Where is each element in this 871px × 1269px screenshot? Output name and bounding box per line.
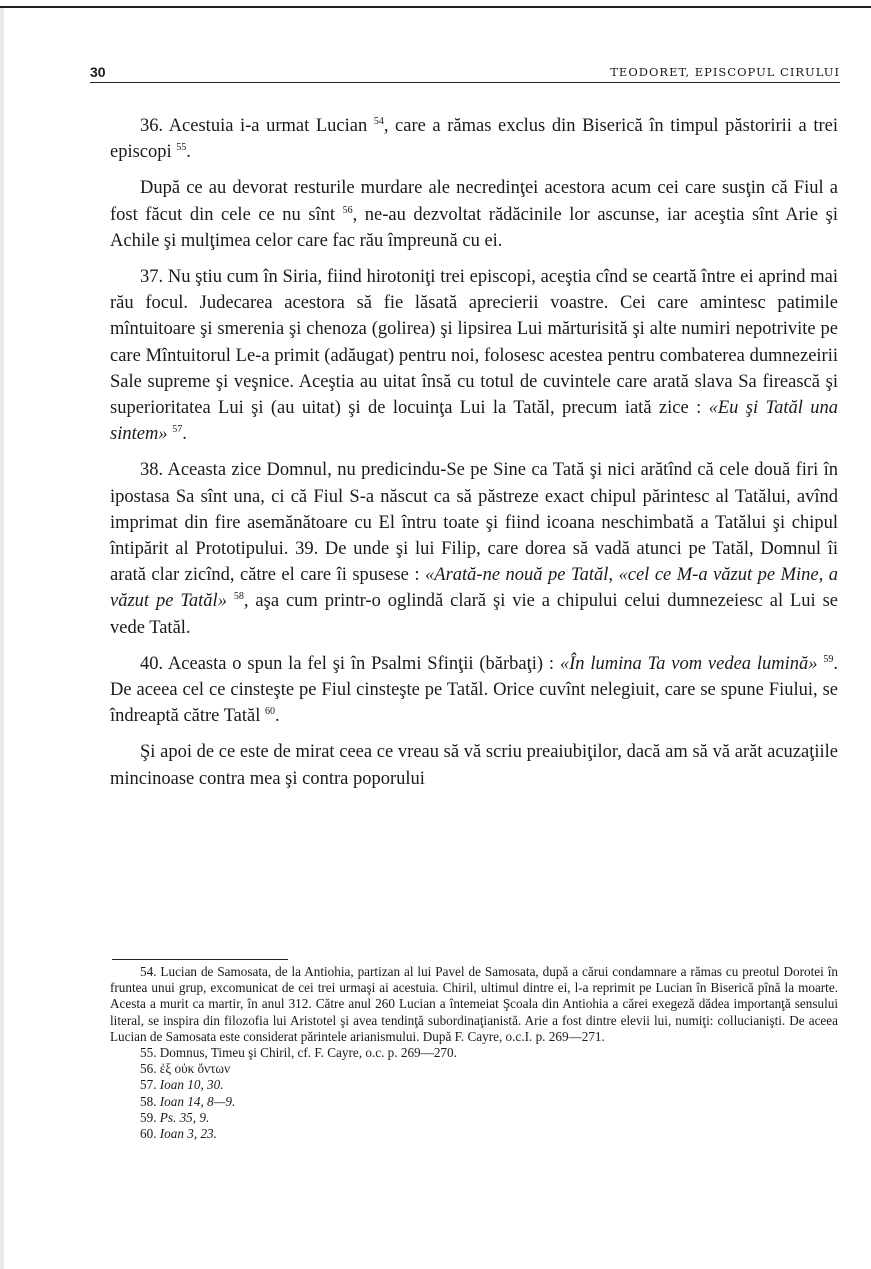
footnote-separator xyxy=(112,959,288,960)
paragraph-40: 40. Aceasta o spun la fel şi în Psalmi Sfinţii (bărbaţi) : «În lumina Ta vom vedea lumină» $^{59}$. De aceea cel ce cinsteşte pe Fiul cinsteşte pe Tatăl. Orice cuvînt nelegiuit, care se spune Fiului, se îndreaptă către Tatăl $^{60}$. xyxy=(110,653,838,727)
footnote-60: 60. Ioan 3, 23. xyxy=(140,1126,217,1142)
paragraph-37: 37. Nu ştiu cum în Siria, fiind hirotoniţi trei episcopi, aceştia cînd se ceartă între ei aprind mai rău focul. Judecarea acestora să fie lăsată aprecierii voastre. Cei care amintesc patimile mîntuitoare şi smerenia şi chenoza (golirea) şi lipsirea Lui mărturisită şi alte numiri nepotrivite pe care Mîntuitorul Le-a primit (adăugat) pentru noi, folosesc acestea pentru combaterea dumnezeirii Sale supreme şi veşnice. Aceştia au uitat însă cu totul de cuvintele care arată slava Sa firească şi superioritatea Lui şi (au uitat) şi de locuinţa Lui la Tatăl, precum iată zice : «Eu şi Tatăl una sintem» $^{57}$. xyxy=(110,267,838,445)
page-number: 30 xyxy=(90,64,106,80)
body-text xyxy=(110,113,838,802)
footnote-56: 56. ἐξ οὐκ ὄντων xyxy=(140,1061,231,1077)
paragraph-38-39: 38. Aceasta zice Domnul, nu predicindu-Se pe Sine ca Tată şi nici arătînd că cele două firi în ipostasa Sa sînt una, ci că Fiul S-a născut ca să păstreze exact chipul părintesc al Tatălui, avînd imprimat din fire asemănătoare cu El întru toate şi fiind icoana neschimbată a Tatălui şi chipul întipărit al Prototipului. 39. De unde şi lui Filip, care dorea să vadă atunci pe Tatăl, Domnul îi arată clar zicînd, către el care îi spusese : «Arată-ne nouă pe Tatăl, «cel ce M-a văzut pe Mine, a văzut pe Tatăl» $^{58}$, aşa cum printr-o oglindă clară şi vie a chipului celui dumnezeiesc al Lui se vede Tatăl. xyxy=(110,460,839,638)
paragraph-closing: Şi apoi de ce este de mirat ceea ce vreau să vă scriu preaiubiţilor, dacă am să vă arăt acuzaţiile mincinoase contra mea şi contra poporului xyxy=(110,742,838,789)
footnote-59: 59. Ps. 35, 9. xyxy=(140,1109,210,1125)
footnotes xyxy=(110,964,838,1142)
footnote-54: 54. Lucian de Samosata, de la Antiohia, partizan al lui Pavel de Samosata, după a cărui condamnare a rămas cu preotul Dorotei în fruntea unui grup, excomunicat de cei trei urmaşi ai acestuia. Chiril, ultimul dintre ei, l-a reprimit pe Lucian în Biserică pînă la moarte. Acesta a murit ca martir, în anul 312. Către anul 260 Lucian a întemeiat Şcoala din Antiohia a cărei exegeză dădea importanţă sensului literal, se inspira din filozofia lui Aristotel şi avea tendinţă subordinaţianistă. Arie a fost dintre elevii lui, numiţi: collucianişti. De aceea Lucian de Samosata este considerat părintele arianismului. După F. Cayre, o.c.I. p. 269—271. xyxy=(110,964,838,1044)
paragraph-arians: După ce au devorat resturile murdare ale necredinţei acestora acum cei care susţin că Fiul a fost făcut din cele ce nu sînt $^{56}$, ne-au dezvoltat rădăcinile lor ascunse, iar aceştia sînt Arie şi Achile şi mulţimea celor care fac rău împreună cu ei. xyxy=(110,178,838,251)
footnote-57: 57. Ioan 10, 30. xyxy=(140,1077,224,1093)
running-title: TEODORET, EPISCOPUL CIRULUI xyxy=(610,65,840,79)
footnote-55: 55. Domnus, Timeu şi Chiril, cf. F. Cayre, o.c. p. 269—270. xyxy=(140,1045,457,1061)
footnote-58: 58. Ioan 14, 8—9. xyxy=(140,1093,236,1109)
scan-edge-shadow xyxy=(0,6,4,1269)
page-top-border xyxy=(0,6,871,8)
running-header xyxy=(90,64,840,83)
paragraph-36: 36. Acestuia i-a urmat Lucian $^{54}$, care a rămas exclus din Biserică în timpul păstoririi a trei episcopi $^{55}$. xyxy=(110,115,838,163)
